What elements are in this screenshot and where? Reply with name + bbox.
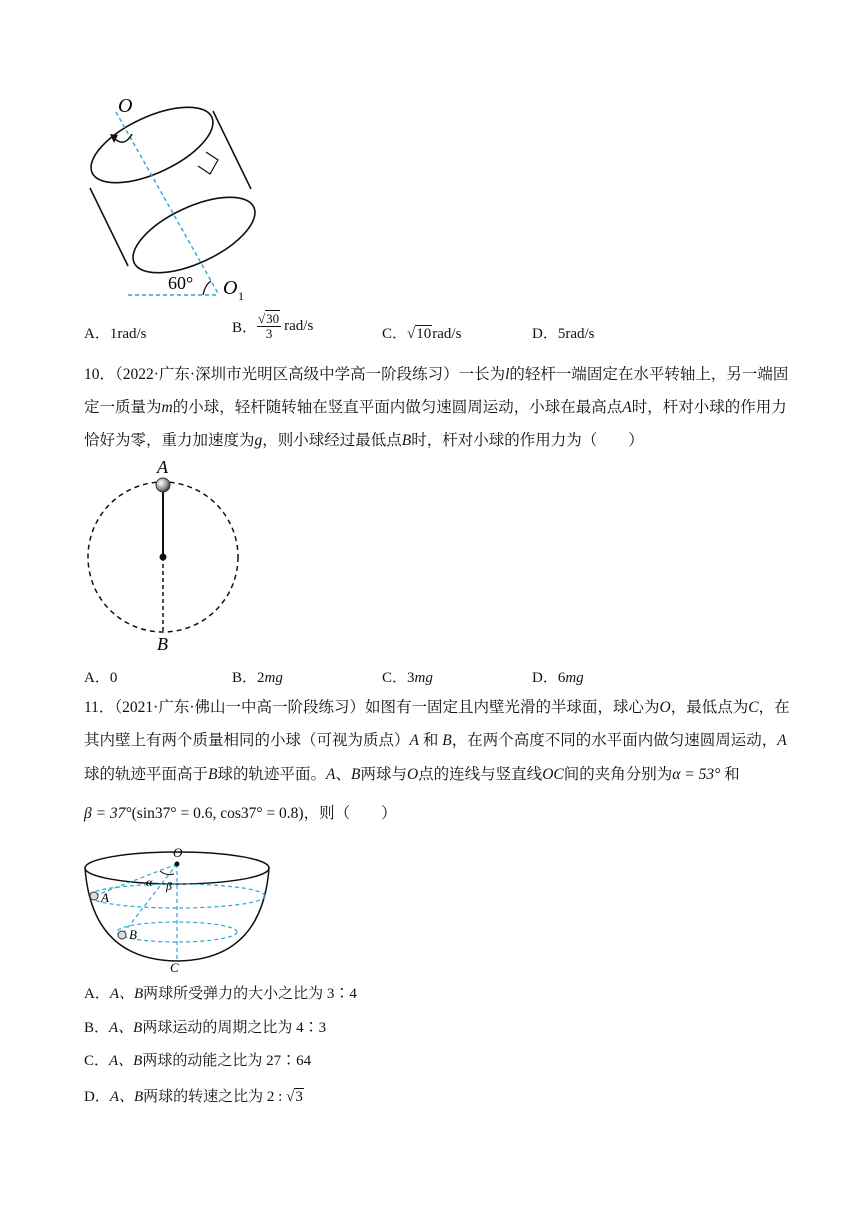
label-alpha: α — [146, 875, 153, 889]
q11-option-c[interactable]: C．A、B两球的动能之比为 27∶64 — [84, 1053, 312, 1069]
q9-option-d[interactable]: D．5rad/s — [532, 326, 595, 342]
cylinder-shape — [80, 92, 260, 289]
q9-option-c[interactable]: C．√10rad/s — [382, 326, 462, 342]
center-dot — [175, 862, 180, 867]
q9-option-a[interactable]: A．1rad/s — [84, 326, 147, 342]
label-b: B — [157, 634, 168, 654]
q9-option-b[interactable]: B． $\frac{√30}{3}$ rad/s — [232, 311, 314, 341]
q11-option-a[interactable]: A．A、B两球所受弹力的大小之比为 3∶4 — [84, 986, 357, 1002]
right-angle-marker — [198, 152, 218, 174]
rotation-axis — [116, 112, 219, 295]
ball-b — [118, 931, 126, 939]
label-o: O — [118, 95, 133, 117]
angle-arc — [203, 281, 211, 295]
q11-line-3: 球的轨迹平面高于B球的轨迹平面。A、B两球与O点的连线与竖直线OC间的夹角分别为α = 53° 和 — [84, 766, 740, 783]
q11-line-4: β = 37°(sin37° = 0.6, cos37° = 0.8)，则（ ） — [84, 805, 397, 822]
label-a: A — [157, 457, 168, 477]
ball-a — [90, 892, 98, 900]
label-c: C — [170, 960, 179, 975]
q11-line-2: 其内壁上有两个质量相同的小球（可视为质点）A 和 B，在两个高度不同的水平面内做匀速圆周运动，A — [84, 732, 787, 749]
q10-line-1: 10．（2022·广东·深圳市光明区高级中学高一阶段练习）一长为l的轻杆一端固定在水平转轴上，另一端固 — [84, 366, 789, 383]
q10-circle-figure — [82, 456, 247, 656]
label-a: A — [101, 890, 109, 905]
label-o: O — [173, 845, 183, 860]
label-b: B — [129, 927, 137, 942]
label-angle-60: 60° — [168, 273, 194, 293]
label-o1-sub: 1 — [238, 289, 244, 303]
q11-line-1: 11．（2021·广东·佛山一中高一阶段练习）如图有一固定且内壁光滑的半球面，球心为O，最低点为C，在 — [84, 699, 790, 716]
arrow-head-icon — [110, 134, 118, 143]
label-o1: O — [223, 277, 238, 299]
q9-cylinder-figure — [80, 90, 260, 305]
label-beta: β — [166, 879, 172, 893]
q11-bowl-figure — [82, 840, 274, 975]
q10-option-a[interactable]: A．0 — [84, 670, 118, 686]
fraction: $\frac{√30}{3}$ — [258, 311, 280, 341]
q10-option-c[interactable]: C．3mg — [382, 670, 433, 686]
q10-line-2: 定一质量为m的小球，轻杆随转轴在竖直平面内做匀速圆周运动，小球在最高点A时，杆对小球的作用力 — [84, 399, 787, 416]
q10-line-3: 恰好为零，重力加速度为g，则小球经过最低点B时，杆对小球的作用力为（ ） — [84, 432, 644, 449]
q11-option-b[interactable]: B．A、B两球运动的周期之比为 4∶3 — [84, 1020, 327, 1036]
q10-option-b[interactable]: B．2mg — [232, 670, 283, 686]
q11-option-d[interactable]: D．A、B两球的转速之比为 2 : √3 — [84, 1089, 303, 1105]
q10-option-d[interactable]: D．6mg — [532, 670, 584, 686]
guide-lines — [89, 864, 265, 961]
ball — [156, 478, 170, 492]
pivot-dot — [160, 554, 167, 561]
